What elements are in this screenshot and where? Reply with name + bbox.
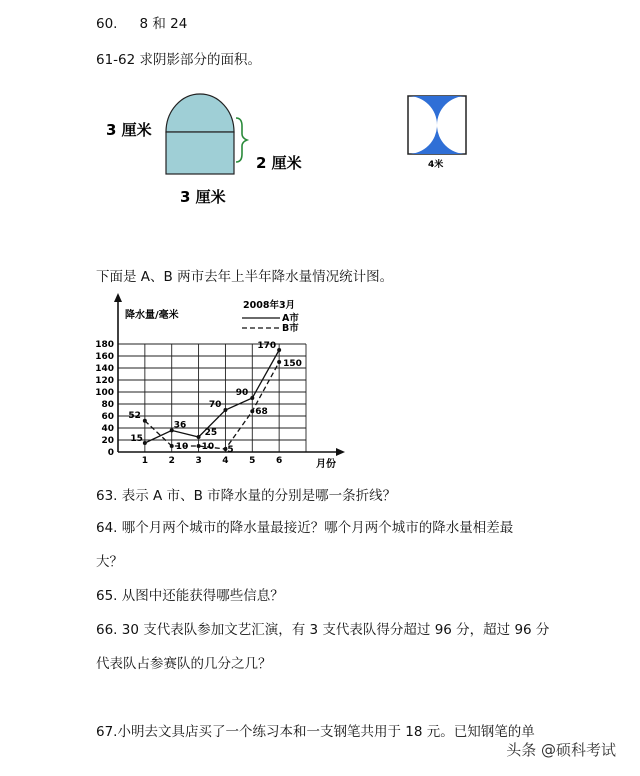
data-label: 52 <box>128 410 141 421</box>
y-tick-label: 20 <box>101 436 114 446</box>
fig1-left-label: 3 厘米 <box>106 121 152 139</box>
x-tick-label: 5 <box>249 456 256 466</box>
chart-y-ticks <box>95 340 114 458</box>
y-axis-arrow <box>114 293 122 302</box>
y-tick-label: 160 <box>95 352 114 362</box>
data-label: 90 <box>235 388 249 398</box>
figure-square-hourglass <box>408 96 466 170</box>
chart-ylabel: 降水量/毫米 <box>125 310 179 321</box>
rainfall-chart <box>95 293 345 470</box>
series-point <box>170 444 174 448</box>
x-tick-label: 2 <box>168 456 175 466</box>
series-point <box>277 360 281 364</box>
y-tick-label: 80 <box>101 400 114 410</box>
legend-b-name: B市 <box>282 323 299 334</box>
data-label: 170 <box>257 341 277 351</box>
x-axis-arrow <box>336 448 345 456</box>
question-65: 65. 从图中还能获得哪些信息？ <box>96 588 284 604</box>
y-tick-label: 140 <box>95 364 114 374</box>
data-label: 10 <box>175 442 189 452</box>
question-66-line1: 66. 30 支代表队参加文艺汇演，有 3 支代表队得分超过 96 分，超过 96 分 <box>96 622 550 638</box>
series-point <box>250 409 254 413</box>
y-tick-label: 60 <box>101 412 114 422</box>
y-tick-label: 0 <box>107 448 114 458</box>
data-label: 36 <box>173 420 187 431</box>
x-tick-label: 6 <box>276 456 283 466</box>
data-label: 150 <box>283 359 302 369</box>
brace-shape <box>236 118 247 162</box>
series-point <box>143 441 147 445</box>
watermark: 头条 @硕科考试 <box>506 741 616 759</box>
question-60-number: 60. <box>96 16 118 32</box>
semicircle-shape <box>166 94 234 132</box>
x-tick-label: 1 <box>141 456 148 466</box>
chart-xlabel: 月份 <box>316 459 336 470</box>
series-point <box>277 348 281 352</box>
chart-legend-title: 2008年3月 <box>243 300 296 311</box>
fig2-label: 4米 <box>428 160 444 170</box>
x-tick-label: 4 <box>222 456 229 466</box>
chart-x-ticks <box>142 456 283 466</box>
series-point <box>197 444 201 448</box>
series-point <box>223 408 227 412</box>
question-67: 67.小明去文具店买了一个练习本和一支钢笔共用于 18 元。已知钢笔的单 <box>96 724 535 740</box>
series-point <box>197 435 201 439</box>
question-60-answer: 8 和 24 <box>139 16 188 32</box>
question-64-line2: 大？ <box>96 554 123 570</box>
chart-intro: 下面是 A、B 两市去年上半年降水量情况统计图。 <box>96 269 394 285</box>
data-label: 15 <box>130 434 143 444</box>
data-label: 70 <box>208 400 222 410</box>
y-tick-label: 180 <box>95 340 114 350</box>
question-63: 63. 表示 A 市、B 市降水量的分别是哪一条折线？ <box>96 488 397 504</box>
series-point <box>143 419 147 423</box>
figure-semicircle-square <box>106 94 302 206</box>
y-tick-label: 120 <box>95 376 114 386</box>
series-point <box>250 396 254 400</box>
y-tick-label: 100 <box>95 388 114 398</box>
data-label: 10 <box>201 442 215 452</box>
question-64-line1: 64. 哪个月两个城市的降水量最接近？哪个月两个城市的降水量相差最 <box>96 520 514 536</box>
data-label: 25 <box>204 428 218 438</box>
legend-a-name: A市 <box>282 313 299 324</box>
x-tick-label: 3 <box>195 456 202 466</box>
question-66-line2: 代表队占参赛队的几分之几？ <box>96 656 272 672</box>
data-label: 68 <box>255 407 268 418</box>
fig1-bottom-label: 3 厘米 <box>180 188 226 206</box>
fig1-right-label: 2 厘米 <box>256 154 302 172</box>
y-tick-label: 40 <box>101 424 114 434</box>
rectangle-shape <box>166 132 234 174</box>
data-label: 5 <box>227 445 234 455</box>
question-61-62: 61-62 求阴影部分的面积。 <box>96 52 262 68</box>
